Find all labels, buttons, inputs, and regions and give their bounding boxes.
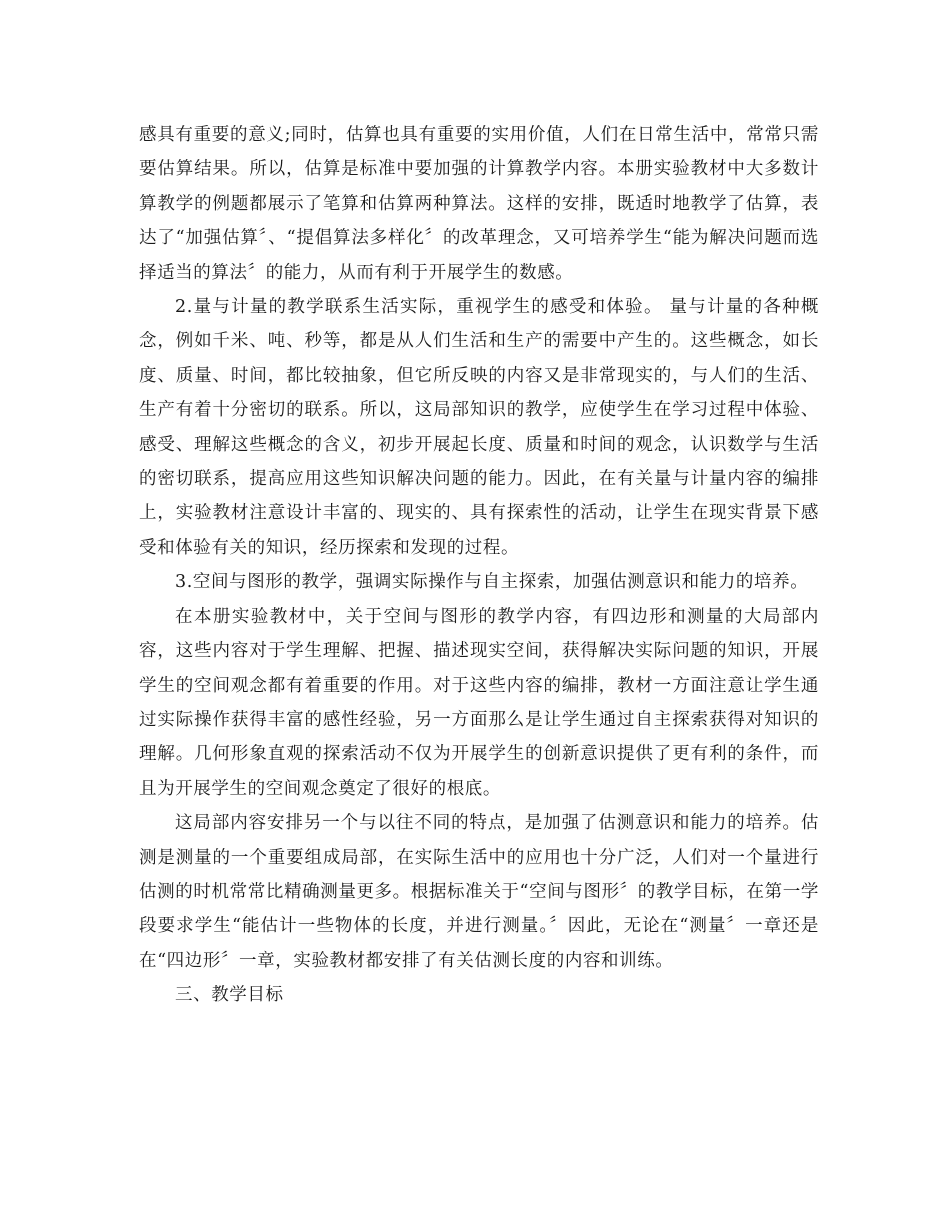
paragraph-estimation: 感具有重要的意义;同时，估算也具有重要的实用价值，人们在日常生活中，常常只需要估算结果。所以，估算是标准中要加强的计算教学内容。本册实验教材中大多数计算教学的例题都展示了笔算和估算两种算法。这样的安排，既适时地教学了估算，表达了“加强估算〞、“提倡算法多样化〞的改革理念，又可培养学生“能为解决问题而选择适当的算法〞的能力，从而有利于开展学生的数感。 [139, 125, 819, 283]
paragraph-space-content: 在本册实验教材中，关于空间与图形的教学内容，有四边形和测量的大局部内容，这些内容对于学生理解、把握、描述现实空间，获得解决实际问题的知识，开展学生的空间观念都有着重要的作用。对于这些内容的编排，教材一方面注意让学生通过实际操作获得丰富的感性经验，另一方面那么是让学生通过自主探索获得对知识的理解。几何形象直观的探索活动不仅为开展学生的创新意识提供了更有利的条件，而且为开展学生的空间观念奠定了很好的根底。 [139, 606, 819, 799]
paragraph-estimation-skills: 这局部内容安排另一个与以往不同的特点，是加强了估测意识和能力的培养。估测是测量的一个重要组成局部，在实际生活中的应用也十分广泛，人们对一个量进行估测的时机常常比精确测量更多。根据标准关于“空间与图形〞的教学目标，在第一学段要求学生“能估计一些物体的长度，并进行测量。〞因此，无论在“测量〞一章还是在“四边形〞一章，实验教材都安排了有关估测长度的内容和训练。 [139, 813, 819, 971]
paragraph-measurement: 2.量与计量的教学联系生活实际，重视学生的感受和体验。 量与计量的各种概念，例如千米、吨、秒等，都是从人们生活和生产的需要中产生的。这些概念，如长度、质量、时间，都比较抽象，但它所反映的内容又是非常现实的，与人们的生活、生产有着十分密切的联系。所以，这局部知识的教学，应使学生在学习过程中体验、感受、理解这些概念的含义，初步开展起长度、质量和时间的观念，认识数学与生活的密切联系，提高应用这些知识解决问题的能力。因此，在有关量与计量内容的编排上，实验教材注意设计丰富的、现实的、具有探索性的活动，让学生在现实背景下感受和体验有关的知识，经历探索和发现的过程。 [139, 297, 819, 558]
document-body [139, 118, 819, 1013]
paragraph-space-heading: 3.空间与图形的教学，强调实际操作与自主探索，加强估测意识和能力的培养。 [175, 572, 809, 593]
section-heading-teaching-goals: 三、教学目标 [175, 985, 284, 1006]
